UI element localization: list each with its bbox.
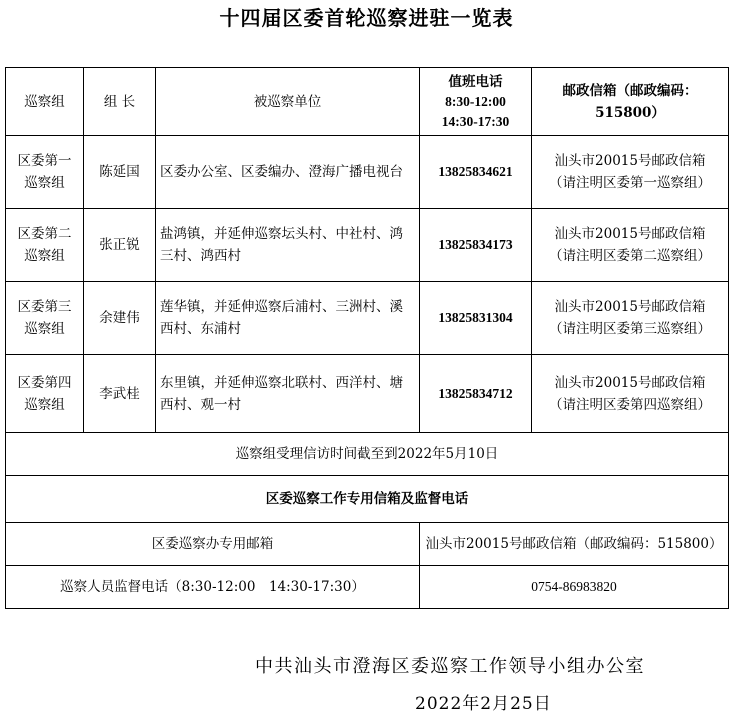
table-header-row xyxy=(6,68,729,136)
unit-cell: 莲华镇，并延伸巡察后浦村、三洲村、溪西村、东浦村 xyxy=(156,282,420,355)
group-line2: 巡察组 xyxy=(24,321,65,337)
header-unit: 被巡察单位 xyxy=(156,68,420,136)
unit-cell: 区委办公室、区委编办、澄海广播电视台 xyxy=(156,136,420,209)
group-line1: 区委第三 xyxy=(17,299,72,315)
group-line2: 巡察组 xyxy=(24,248,65,264)
mail-line1: 汕头市20015号邮政信箱 xyxy=(554,153,706,169)
unit-cell: 盐鸿镇，并延伸巡察坛头村、中社村、鸿三村、鸿西村 xyxy=(156,209,420,282)
header-duty-time1: 8:30-12:00 xyxy=(445,93,506,109)
mailbox-label: 区委巡察办专用邮箱 xyxy=(6,523,420,566)
footer-office: 中共汕头市澄海区委巡察工作领导小组办公室 xyxy=(255,656,645,677)
footer-date: 2022年2月25日 xyxy=(415,694,552,714)
mail-line2: （请注明区委第三巡察组） xyxy=(549,321,711,337)
mail-line2: （请注明区委第二巡察组） xyxy=(549,248,711,264)
page-title: 十四届区委首轮巡察进驻一览表 xyxy=(219,6,514,30)
inspection-table xyxy=(5,67,729,609)
mailbox-value: 汕头市20015号邮政信箱（邮政编码：515800） xyxy=(420,523,729,566)
phone-label: 巡察人员监督电话（8:30-12:00 14:30-17:30） xyxy=(6,566,420,609)
section-title-row xyxy=(6,476,729,523)
phone-cell: 13825831304 xyxy=(420,282,532,355)
header-duty-title: 值班电话 xyxy=(448,73,503,90)
header-mailbox: 邮政信箱（邮政编码：515800） xyxy=(532,68,729,136)
phone-cell: 13825834621 xyxy=(420,136,532,209)
mail-line2: （请注明区委第四巡察组） xyxy=(549,396,711,413)
deadline-row xyxy=(6,433,729,476)
leader-cell: 余建伟 xyxy=(84,282,156,355)
mail-line1: 汕头市20015号邮政信箱 xyxy=(554,226,706,242)
leader-cell: 陈延国 xyxy=(84,136,156,209)
group-line2: 巡察组 xyxy=(24,396,65,413)
leader-cell: 张正锐 xyxy=(84,209,156,282)
mail-cell xyxy=(532,136,729,209)
phone-value: 0754-86983820 xyxy=(420,566,729,609)
mail-line2: （请注明区委第一巡察组） xyxy=(549,175,711,191)
table-row xyxy=(6,209,729,282)
header-duty-phone xyxy=(420,68,532,136)
mail-cell xyxy=(532,355,729,433)
mail-line1: 汕头市20015号邮政信箱 xyxy=(554,374,706,391)
mail-line1: 汕头市20015号邮政信箱 xyxy=(554,299,706,315)
phone-cell: 13825834173 xyxy=(420,209,532,282)
header-duty-time2: 14:30-17:30 xyxy=(441,113,510,129)
group-cell xyxy=(6,209,84,282)
mail-cell xyxy=(532,282,729,355)
header-leader: 组 长 xyxy=(84,68,156,136)
group-line1: 区委第二 xyxy=(17,226,72,242)
table-row xyxy=(6,136,729,209)
table-row xyxy=(6,282,729,355)
group-line2: 巡察组 xyxy=(24,175,65,191)
mail-cell xyxy=(532,209,729,282)
leader-cell: 李武桂 xyxy=(84,355,156,433)
header-group: 巡察组 xyxy=(6,68,84,136)
unit-cell: 东里镇，并延伸巡察北联村、西洋村、塘西村、观一村 xyxy=(156,355,420,433)
group-cell xyxy=(6,282,84,355)
group-line1: 区委第四 xyxy=(17,374,72,391)
phone-row xyxy=(6,566,729,609)
group-cell xyxy=(6,136,84,209)
group-cell xyxy=(6,355,84,433)
mailbox-row xyxy=(6,523,729,566)
phone-cell: 13825834712 xyxy=(420,355,532,433)
deadline-text: 巡察组受理信访时间截至到2022年5月10日 xyxy=(6,433,729,476)
group-line1: 区委第一 xyxy=(17,153,72,169)
table-row xyxy=(6,355,729,433)
section-title: 区委巡察工作专用信箱及监督电话 xyxy=(6,476,729,523)
